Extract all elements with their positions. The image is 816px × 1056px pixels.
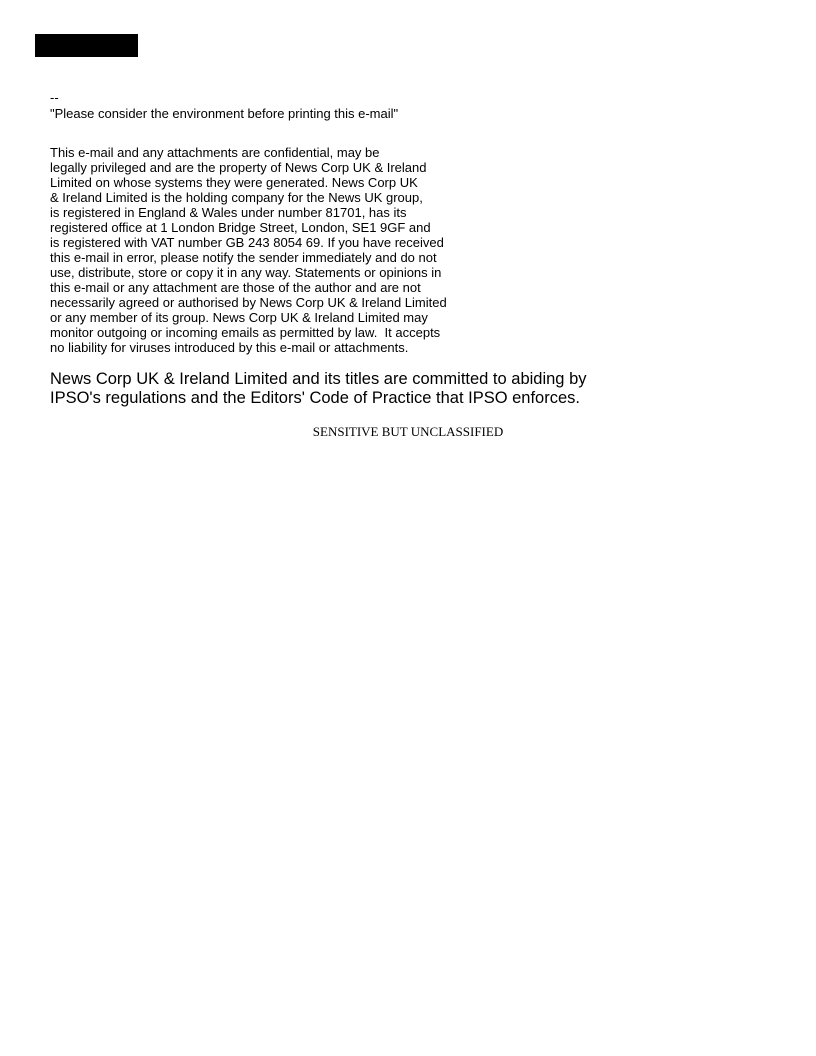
disclaimer-line: this e-mail or any attachment are those of the author and are not: [50, 280, 421, 295]
disclaimer-line: no liability for viruses introduced by this e-mail or attachments.: [50, 340, 409, 355]
disclaimer-line: Limited on whose systems they were generated. News Corp UK: [50, 175, 418, 190]
disclaimer-line: monitor outgoing or incoming emails as permitted by law. It accepts: [50, 325, 441, 340]
disclaimer-line: is registered in England & Wales under number 81701, has its: [50, 205, 407, 220]
ipso-line: IPSO's regulations and the Editors' Code of Practice that IPSO enforces.: [50, 389, 580, 407]
signature-separator: --: [50, 90, 59, 105]
disclaimer-line: & Ireland Limited is the holding company for the News UK group,: [50, 190, 423, 205]
disclaimer-line: necessarily agreed or authorised by News Corp UK & Ireland Limited: [50, 295, 447, 310]
redaction-block: [35, 34, 138, 57]
classification-marking: SENSITIVE BUT UNCLASSIFIED: [312, 424, 504, 439]
disclaimer-line: use, distribute, store or copy it in any way. Statements or opinions in: [50, 265, 442, 280]
disclaimer-line: is registered with VAT number GB 243 8054 69. If you have received: [50, 235, 444, 250]
disclaimer-line: This e-mail and any attachments are confidential, may be: [50, 145, 380, 160]
disclaimer-line: or any member of its group. News Corp UK & Ireland Limited may: [50, 310, 428, 325]
confidentiality-disclaimer: [50, 145, 520, 355]
disclaimer-line: registered office at 1 London Bridge Street, London, SE1 9GF and: [50, 220, 431, 235]
disclaimer-line: this e-mail in error, please notify the sender immediately and do not: [50, 250, 437, 265]
disclaimer-line: legally privileged and are the property of News Corp UK & Ireland: [50, 160, 427, 175]
ipso-statement: [50, 370, 587, 408]
environment-note: "Please consider the environment before printing this e-mail": [50, 106, 399, 121]
ipso-line: News Corp UK & Ireland Limited and its titles are committed to abiding by: [50, 370, 587, 388]
